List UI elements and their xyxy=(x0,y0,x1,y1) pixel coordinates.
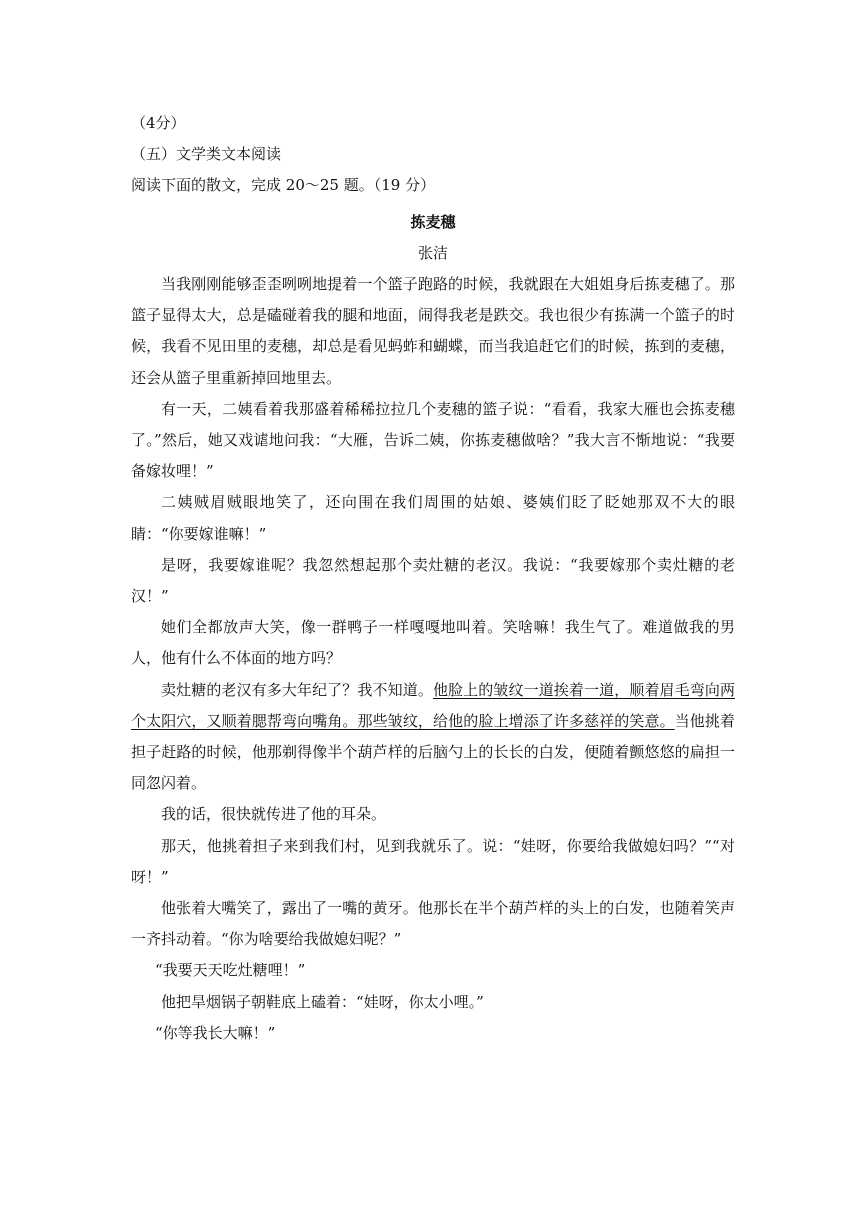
underlined-passage: 他脸上的皱纹一道挨着一道，顺着眉毛弯向两个太阳穴，又顺着腮帮弯向嘴角。那些皱纹，给他的脸上增添了许多慈祥的笑意。 xyxy=(131,680,735,730)
paragraph-8: 那天，他挑着担子来到我们村，见到我就乐了。说：“娃呀，你要给我做媳妇吗？”“对呀！” xyxy=(131,836,735,886)
paragraph-11: 他把旱烟锅子朝鞋底上磕着：“娃呀，你太小哩。” xyxy=(161,992,484,1011)
paragraph-12: “你等我长大嘛！” xyxy=(155,1023,276,1042)
paragraph-1: 当我刚刚能够歪歪咧咧地提着一个篮子跑路的时候，我就跟在大姐姐身后拣麦穗了。那篮子显得太大，总是磕碰着我的腿和地面，闹得我老是跌交。我也很少有拣满一个篮子的时候，我看不见田里的麦穗，却总是看见蚂蚱和蝴蝶，而当我追赶它们的时候，拣到的麦穗，还会从篮子里重新掉回地里去。 xyxy=(131,275,735,387)
reading-instruction: 阅读下面的散文，完成 20～25 题。（19 分） xyxy=(131,176,436,195)
paragraph-9: 他张着大嘴笑了，露出了一嘴的黄牙。他那长在半个葫芦样的头上的白发，也随着笑声一齐抖动着。“你为啥要给我做媳妇呢？” xyxy=(131,899,735,949)
paragraph-6 xyxy=(131,675,735,800)
paragraph-3: 二姨贼眉贼眼地笑了，还向围在我们周围的姑娘、婆姨们眨了眨她那双不大的眼睛：“你要嫁谁嘛！” xyxy=(131,493,735,543)
paragraph-5: 她们全都放声大笑，像一群鸭子一样嘎嘎地叫着。笑啥嘛！我生气了。难道做我的男人，他有什么不体面的地方吗？ xyxy=(131,618,735,668)
paragraph-2: 有一天，二姨看着我那盛着稀稀拉拉几个麦穗的篮子说：“看看，我家大雁也会拣麦穗了。”然后，她又戏谑地问我：“大雁，告诉二姨，你拣麦穗做啥？”我大言不惭地说：“我要备嫁妆哩！” xyxy=(131,399,735,481)
paragraph-6-intro: 卖灶糖的老汉有多大年纪了？我不知道。 xyxy=(161,680,433,699)
paragraph-10: “我要天天吃灶糖哩！” xyxy=(155,961,306,980)
section-title: （五）文学类文本阅读 xyxy=(131,145,282,164)
document-content xyxy=(131,108,735,1049)
paragraph-6-rest: 当他挑着担子赶路的时候，他那剃得像半个葫芦样的后脑勺上的长长的白发，便随着颤悠悠的扁担一同忽闪着。 xyxy=(131,711,735,793)
paragraph-7: 我的话，很快就传进了他的耳朵。 xyxy=(161,805,387,824)
score-note: （4分） xyxy=(131,114,186,132)
article-author: 张洁 xyxy=(417,243,448,262)
paragraph-4: 是呀，我要嫁谁呢？我忽然想起那个卖灶糖的老汉。我说：“我要嫁那个卖灶糖的老汉！” xyxy=(131,555,735,606)
article-title: 拣麦穗 xyxy=(410,212,456,231)
